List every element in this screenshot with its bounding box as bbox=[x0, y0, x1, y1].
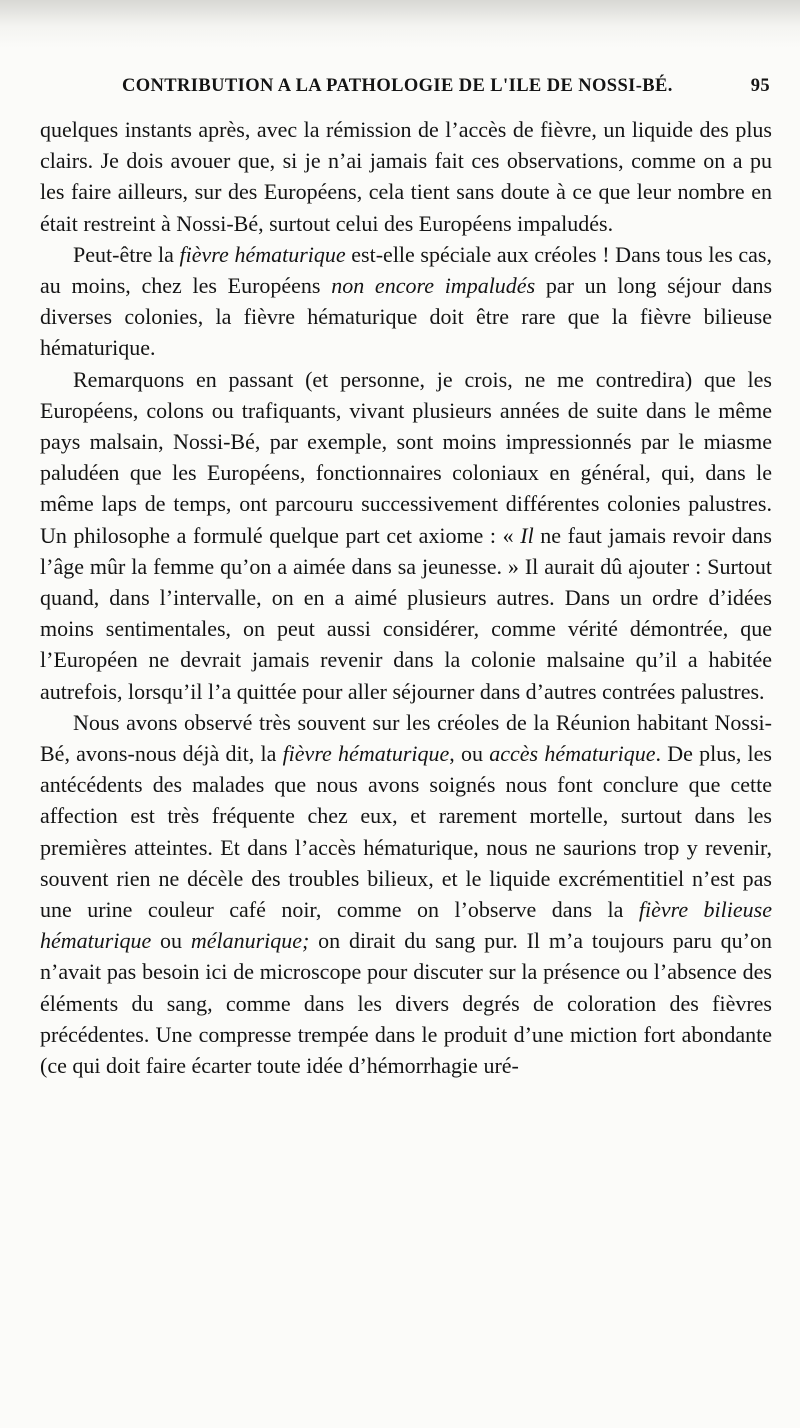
text-run: , ou bbox=[449, 741, 490, 767]
text-run: quelques instants après, avec la rémission de l’accès de fièvre, un liquide des plus clairs. Je dois avouer que, si je n’ai jamais fait ces observations, comme on a pu les faire ailleurs, sur des Européens, cela tient sans doute à ce que leur nombre en était restreint à Nossi-Bé, surtout celui des Européens impaludés. bbox=[40, 117, 772, 236]
italic-text-run: mélanurique; bbox=[190, 928, 310, 954]
italic-text-run: Il bbox=[520, 522, 534, 548]
text-run: on dirait du sang pur. Il m’a toujours paru qu’on n’avait pas besoin ici de microscope pour discuter sur la présence ou l’absence des éléments du sang, comme dans les divers degrés de coloration des fièvres précédentes. Une compresse trempée dans le produit d’une miction fort abondante (ce qui doit faire écarter toute idée d’hémorrhagie uré- bbox=[40, 928, 772, 1079]
text-run: ou bbox=[151, 928, 191, 954]
text-run: Remarquons en passant (et personne, je crois, ne me contredira) que les Européens, colons ou trafiquants, vivant plusieurs années de suite dans le même pays malsain, Nossi-Bé, par exemple, sont moins impressionnés par le miasme paludéen que les Européens, fonctionnaires coloniaux en général, qui, dans le même laps de temps, ont parcouru successivement différentes colonies palustres. Un philosophe a formulé quelque part cet axiome : « bbox=[40, 366, 772, 548]
italic-text-run: fièvre hématurique bbox=[179, 241, 346, 267]
text-run: ne faut jamais revoir dans l’âge mûr la femme qu’on a aimée dans sa jeunesse. » Il aurait dû ajouter : Surtout quand, dans l’intervalle, on en a aimé plusieurs autres. Dans un ordre d’idées moins sentimentales, on peut aussi considérer, comme vérité démontrée, que l’Européen ne devrait jamais revenir dans la colonie malsaine qu’il a habitée autrefois, lorsqu’il l’a quittée pour aller séjourner dans d’autres contrées palustres. bbox=[40, 522, 772, 704]
text-run: par un long séjour dans diverses colonies, la fièvre hématurique doit être rare que la fièvre bilieuse hématurique. bbox=[40, 273, 773, 361]
scan-edge-shadow bbox=[0, 0, 800, 48]
text-run: Nous avons observé très souvent sur les créoles de la Réunion habitant Nossi-Bé, avons-nous déjà dit, la bbox=[40, 709, 772, 767]
italic-text-run: accès hématurique bbox=[489, 741, 656, 767]
text-run: est-elle spéciale aux créoles ! Dans tous les cas, au moins, chez les Européens bbox=[40, 241, 772, 299]
page-header bbox=[40, 72, 770, 106]
body-text bbox=[40, 114, 772, 1081]
paragraph bbox=[40, 114, 772, 239]
paragraph bbox=[40, 707, 772, 1081]
paragraph bbox=[40, 364, 772, 707]
paragraph bbox=[40, 239, 772, 364]
italic-text-run: fièvre hématurique bbox=[282, 741, 450, 767]
page-number: 95 bbox=[750, 76, 770, 96]
running-title: CONTRIBUTION A LA PATHOLOGIE DE L'ILE DE NOSSI-BÉ. bbox=[122, 76, 673, 96]
text-run: Peut-être la bbox=[73, 241, 180, 267]
italic-text-run: fièvre bilieuse hématurique bbox=[40, 897, 772, 954]
italic-text-run: non encore impaludés bbox=[331, 273, 536, 299]
text-run: . De plus, les antécédents des malades que nous avons soignés nous font conclure que cette affection est très fréquente chez eux, et rarement mortelle, surtout dans les premières atteintes. Et dans l’accès hématurique, nous ne saurions trop y revenir, souvent rien ne décèle des troubles bilieux, et le liquide excrémentitiel n’est pas une urine couleur café noir, comme on l’observe dans la bbox=[40, 741, 772, 923]
